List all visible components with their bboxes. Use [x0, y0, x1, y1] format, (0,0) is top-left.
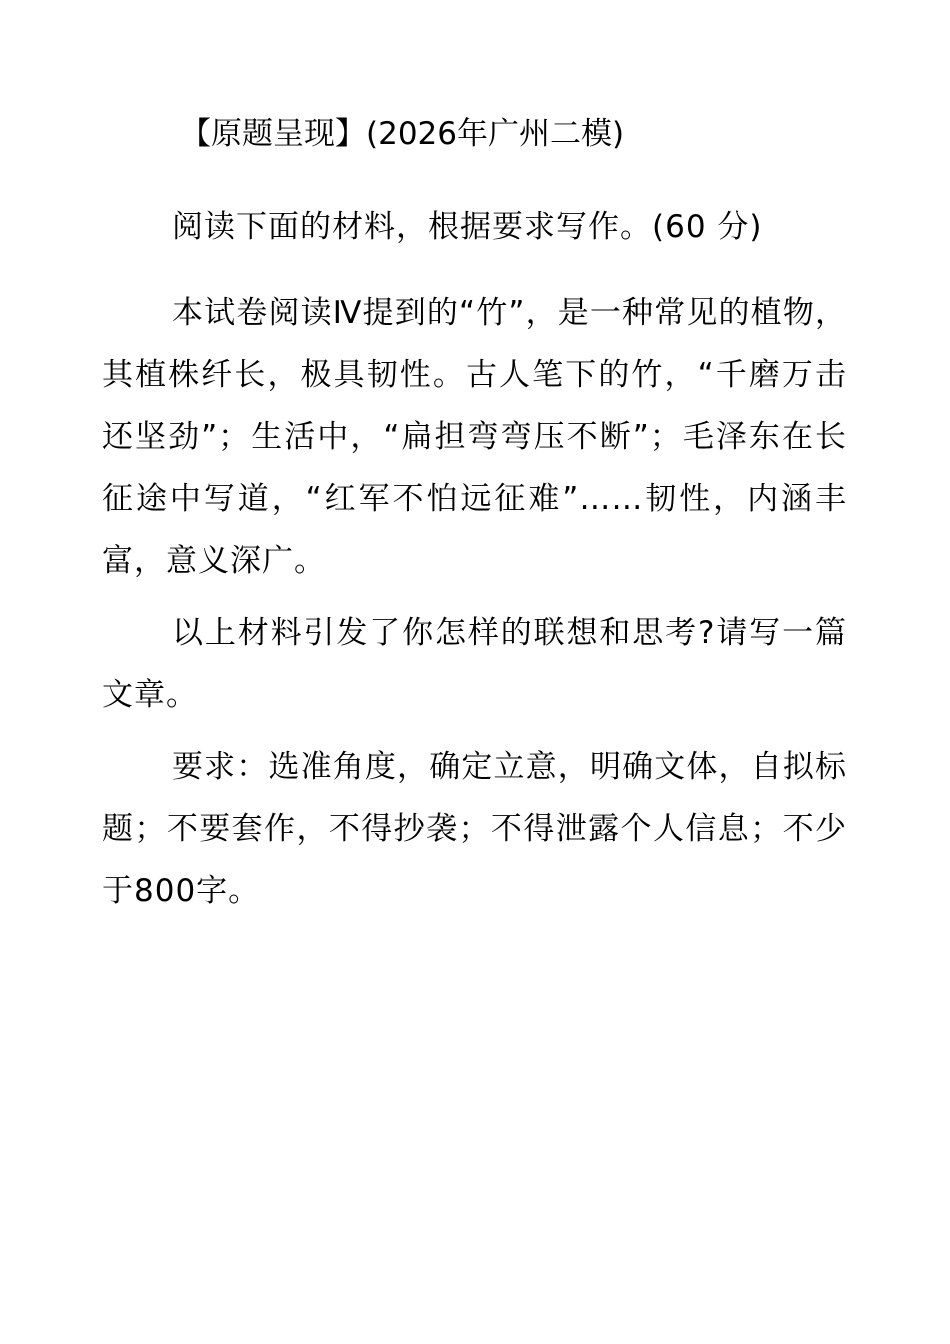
material-paragraph: 本试卷阅读Ⅳ提到的“竹”，是一种常见的植物，其植株纤长，极具韧性。古人笔下的竹，“千磨万击还坚劲”；生活中，“扁担弯弯压不断”；毛泽东在长征途中写道，“红军不怕远征难”……韧性，内涵丰富，意义深广。 [102, 295, 847, 579]
writing-prompt: 以上材料引发了你怎样的联想和思考?请写一篇文章。 [102, 615, 847, 713]
question-source-title: 【原题呈现】(2026年广州二模) [180, 116, 625, 152]
document-page [102, 112, 847, 932]
writing-instruction: 阅读下面的材料，根据要求写作。(60 分) [172, 209, 763, 245]
writing-requirements: 要求：选准角度，确定立意，明确文体，自拟标题；不要套作，不得抄袭；不得泄露个人信息；不少于800字。 [102, 749, 847, 909]
